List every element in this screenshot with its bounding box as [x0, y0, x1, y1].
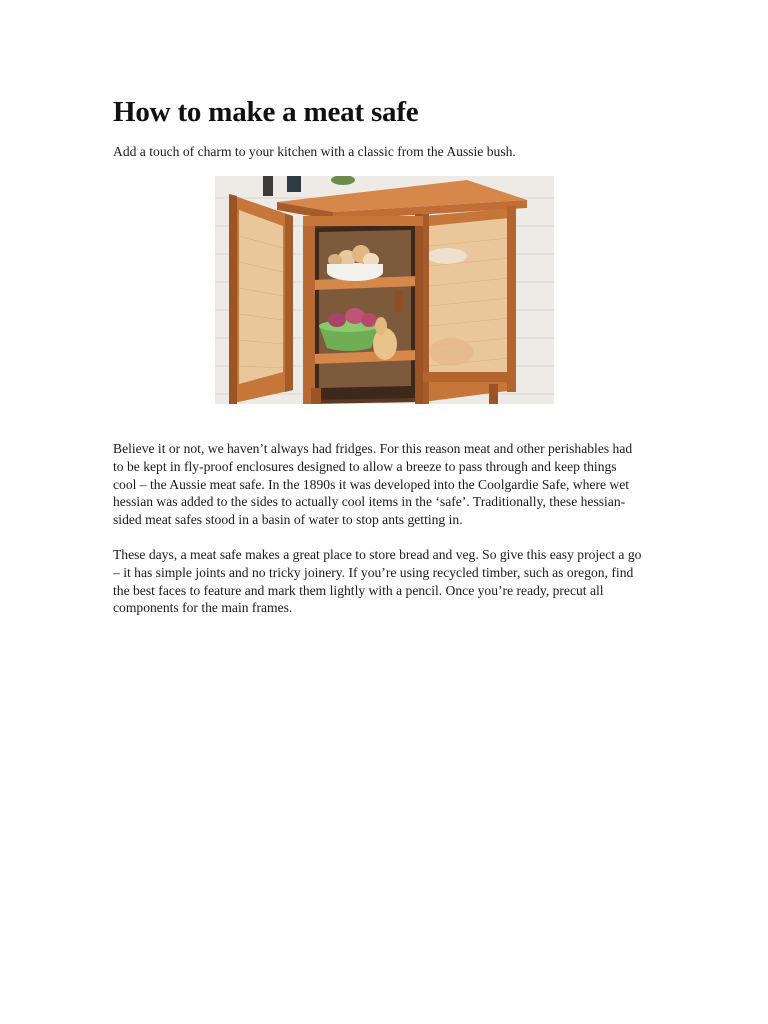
article-title: How to make a meat safe	[113, 96, 419, 128]
article-subtitle: Add a touch of charm to your kitchen with a classic from the Aussie bush.	[113, 144, 516, 159]
meat-safe-illustration	[215, 176, 554, 404]
article-paragraph: These days, a meat safe makes a great place to store bread and veg. So give this easy project a go – it has simple joints and no tricky joinery. If you’re using recycled timber, such as oregon, find the best faces to feature and mark them lightly with a pencil. Once you’re ready, precut all components for the main frames.	[113, 546, 642, 616]
meat-safe-photo	[215, 176, 554, 404]
article	[113, 92, 643, 617]
article-paragraph: Believe it or not, we haven’t always had fridges. For this reason meat and other perishables had to be kept in fly-proof enclosures designed to allow a breeze to pass through and keep things cool – the Aussie meat safe. In the 1890s it was developed into the Coolgardie Safe, where wet hessian was added to the sides to actually cool items in the ‘safe’. Traditionally, these hessian-sided meat safes stood in a basin of water to stop ants getting in.	[113, 441, 633, 528]
